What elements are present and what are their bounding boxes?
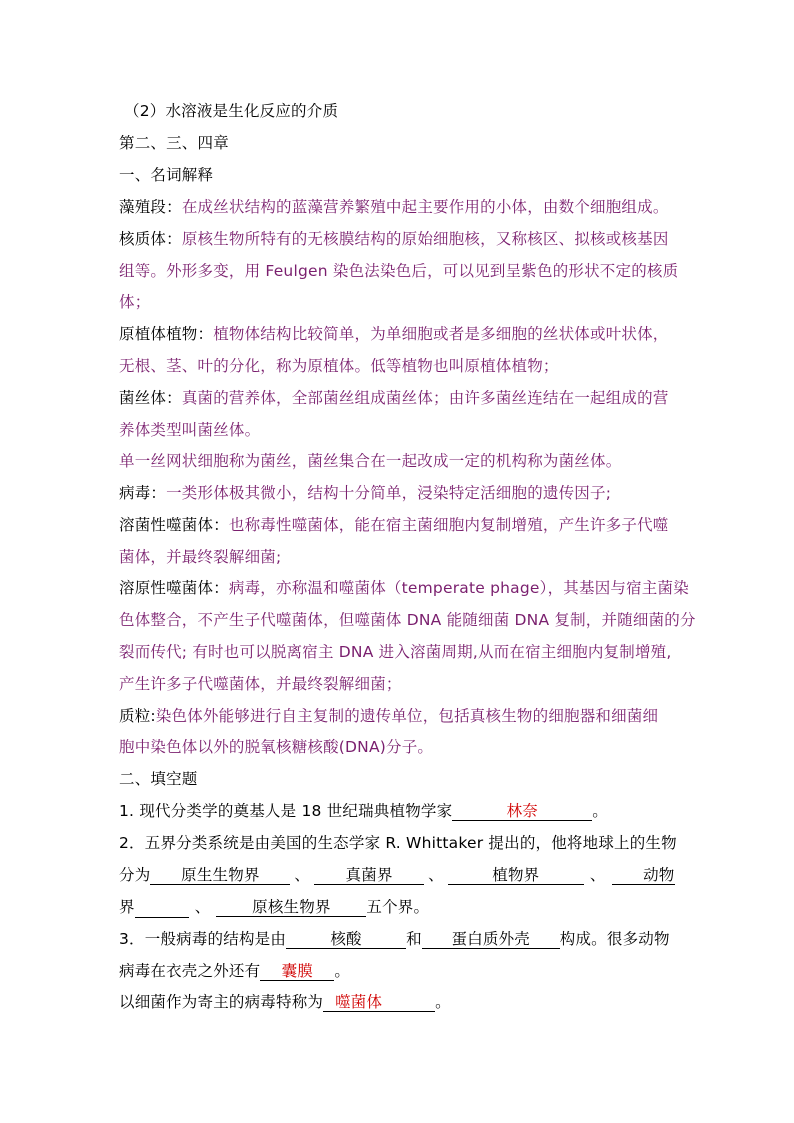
definition-text: 病毒，亦称温和噬菌体（temperate phage），其基因与宿主菌染 (228, 579, 689, 597)
definition-7-cont: 裂而传代; 有时也可以脱离宿主 DNA 进入溶菌周期,从而在宿主细胞内复制增殖, (119, 643, 672, 661)
question-text: 。 (334, 962, 351, 980)
definition-text: 一类形体极其微小，结构十分简单，浸染特定活细胞的遗传因子; (166, 484, 612, 502)
question-text: 。 (592, 802, 608, 820)
definition-6 (119, 515, 684, 535)
definition-term: 核质体： (119, 230, 182, 248)
definition-text: 原核生物所特有的无核膜结构的原始细胞核，又称核区、拟核或核基因 (181, 230, 669, 248)
question-text: 界 (119, 898, 135, 916)
definition-2-cont: 体； (119, 293, 151, 311)
answer-blank: 真菌界 (314, 866, 424, 885)
definition-4-cont: 养体类型叫菌丝体。 (119, 421, 261, 439)
answer-blank: 植物界 (448, 866, 584, 885)
question-text: 病毒在衣壳之外还有 (119, 962, 261, 980)
definition-term: 原植体植物： (119, 325, 214, 343)
question-text: 3．一般病毒的结构是由 (119, 930, 287, 948)
definition-text: 真菌的营养体，全部菌丝组成菌丝体；由许多菌丝连结在一起组成的营 (181, 389, 669, 407)
separator: 、 (294, 866, 311, 884)
definition-6-cont: 菌体，并最终裂解细菌; (119, 548, 282, 566)
definition-term: 质粒: (119, 707, 156, 725)
question-text: 和 (406, 930, 422, 948)
separator: 、 (428, 866, 444, 884)
definition-text: 在成丝状结构的蓝藻营养繁殖中起主要作用的小体，由数个细胞组成。 (181, 198, 669, 216)
definition-term: 溶原性噬菌体： (119, 579, 229, 597)
definition-text: 也称毒性噬菌体，能在宿主菌细胞内复制增殖，产生许多子代噬 (228, 516, 669, 534)
definition-term: 菌丝体： (119, 389, 182, 407)
answer-blank: 林奈 (452, 802, 592, 821)
question-2-cont (119, 897, 684, 918)
question-2-cont (119, 865, 684, 885)
answer-blank: 原核生物界 (216, 898, 366, 917)
answer-blank: 核酸 (286, 930, 406, 949)
definition-7 (119, 578, 689, 598)
definition-7-cont: 产生许多子代噬菌体，并最终裂解细菌； (119, 675, 402, 693)
answer-blank: 噬菌体 (323, 993, 435, 1012)
definition-3-cont: 无根、茎、叶的分化，称为原植体。低等植物也叫原植体植物； (119, 357, 559, 375)
question-text: 。 (435, 993, 451, 1011)
question-text: 构成。很多动物 (559, 930, 670, 948)
question-text: 分为 (119, 866, 151, 884)
definition-3 (119, 324, 684, 344)
section-heading: （2）水溶液是生化反应的介质 (124, 102, 339, 120)
definition-4 (119, 388, 684, 408)
definition-4-cont: 单一丝网状细胞称为菌丝，菌丝集合在一起改成一定的机构称为菌丝体。 (119, 452, 622, 470)
chapter-title: 第二、三、四章 (119, 134, 229, 152)
question-text: 五个界。 (366, 898, 430, 916)
definition-term: 病毒： (119, 484, 167, 502)
definition-text: 植物体结构比较简单，为单细胞或者是多细胞的丝状体或叶状体， (213, 325, 669, 343)
answer-blank: 囊膜 (260, 962, 334, 981)
answer-blank: 动物 (612, 866, 675, 885)
definitions-heading: 一、名词解释 (119, 166, 214, 184)
separator: 、 (194, 898, 211, 916)
answer-blank: 蛋白质外壳 (422, 930, 560, 949)
question-2: 2．五界分类系统是由美国的生态学家 R. Whittaker 提出的，他将地球上的生物 (119, 834, 677, 852)
definition-7-cont: 色体整合，不产生子代噬菌体，但噬菌体 DNA 能随细菌 DNA 复制，并随细菌的分 (119, 611, 696, 629)
question-text: 1. 现代分类学的奠基人是 18 世纪瑞典植物学家 (119, 802, 453, 820)
fill-in-heading: 二、填空题 (119, 770, 198, 788)
question-3-cont (119, 961, 684, 981)
definition-2 (119, 229, 684, 249)
definition-text: 染色体外能够进行自主复制的遗传单位，包括真核生物的细胞器和细菌细 (155, 707, 659, 725)
definition-term: 藻殖段： (119, 198, 182, 216)
definition-term: 溶菌性噬菌体： (119, 516, 229, 534)
definition-5 (119, 483, 684, 503)
question-text: 以细菌作为寄主的病毒特称为 (119, 993, 324, 1011)
question-3 (119, 929, 684, 949)
definition-8 (119, 706, 684, 726)
question-1 (119, 801, 684, 821)
question-4 (119, 992, 684, 1012)
answer-blank: 原生生物界 (150, 866, 290, 885)
definition-1 (119, 197, 684, 217)
answer-blank (135, 897, 189, 918)
definition-8-cont: 胞中染色体以外的脱氧核糖核酸(DNA)分子。 (119, 738, 434, 756)
definition-2-cont: 组等。外形多变，用 Feulgen 染色法染色后，可以见到呈紫色的形状不定的核质 (119, 262, 679, 280)
separator: 、 (589, 866, 606, 884)
